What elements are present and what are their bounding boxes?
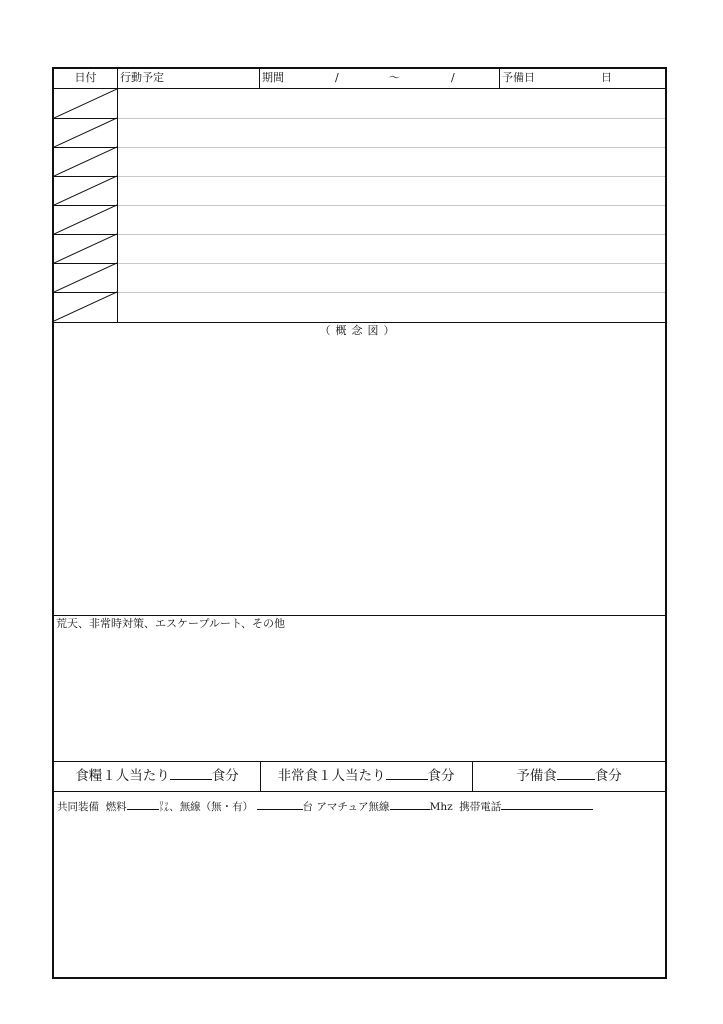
plan-header-label: 行動予定 bbox=[120, 71, 164, 84]
period-tilde: 〜 bbox=[389, 71, 400, 84]
reserve-food-label: 予備食 bbox=[516, 768, 557, 784]
reserve-food-cell bbox=[473, 762, 665, 791]
food-per-person-cell bbox=[54, 762, 260, 791]
plan-row-line bbox=[118, 147, 665, 148]
period-label: 期間 bbox=[262, 71, 284, 84]
date-row-line bbox=[54, 263, 117, 264]
period-reserve-divider bbox=[499, 69, 500, 89]
reserve-days-header bbox=[502, 69, 662, 89]
mobile-phone-label: 携帯電話 bbox=[459, 801, 502, 813]
date-row-line bbox=[54, 234, 117, 235]
schedule-table bbox=[54, 89, 665, 322]
contingency-area bbox=[56, 615, 661, 760]
radio-unit: 台 bbox=[302, 801, 314, 813]
fuel-unit: ㍑、 bbox=[158, 801, 180, 813]
period-header bbox=[262, 69, 498, 89]
date-row-line bbox=[54, 147, 117, 148]
date-row-line bbox=[54, 292, 117, 293]
concept-diagram-area bbox=[54, 323, 665, 615]
fuel-blank[interactable] bbox=[127, 796, 159, 810]
date-header bbox=[54, 69, 117, 89]
emergency-food-label: 非常食１人当たり bbox=[277, 768, 386, 784]
food-per-person-blank[interactable] bbox=[170, 762, 212, 780]
food-per-person-unit: 食分 bbox=[211, 768, 239, 784]
reserve-days-label: 予備日 bbox=[502, 71, 535, 84]
emergency-food-unit: 食分 bbox=[427, 768, 455, 784]
radio-label: 無線（無・有） bbox=[179, 801, 254, 813]
date-row-line bbox=[54, 118, 117, 119]
mobile-phone-blank[interactable] bbox=[501, 796, 593, 810]
equipment-area bbox=[57, 796, 663, 976]
amateur-radio-label: アマチュア無線 bbox=[316, 801, 390, 813]
date-row-line bbox=[54, 205, 117, 206]
form-frame bbox=[52, 67, 667, 979]
plan-row-line bbox=[118, 234, 665, 235]
date-row-line bbox=[54, 176, 117, 177]
plan-row-line bbox=[118, 263, 665, 264]
plan-row-line bbox=[118, 205, 665, 206]
plan-header bbox=[120, 69, 260, 89]
fuel-label: 燃料 bbox=[105, 801, 127, 813]
date-header-label: 日付 bbox=[74, 71, 97, 84]
emergency-food-cell bbox=[261, 762, 471, 791]
reserve-days-unit: 日 bbox=[601, 71, 612, 84]
contingency-title: 荒天、非常時対策、エスケープルート、その他 bbox=[56, 617, 286, 630]
food-per-person-label: 食糧１人当たり bbox=[75, 768, 170, 784]
plan-row-line bbox=[118, 118, 665, 119]
period-separator-2: / bbox=[451, 71, 455, 84]
plan-row-line bbox=[118, 176, 665, 177]
plan-period-divider bbox=[259, 69, 260, 89]
reserve-food-unit: 食分 bbox=[594, 768, 622, 784]
equipment-label: 共同装備 bbox=[57, 801, 99, 813]
radio-count-blank[interactable] bbox=[257, 796, 303, 810]
plan-row-line bbox=[118, 292, 665, 293]
mhz-unit: Mhz bbox=[429, 801, 453, 813]
period-separator-1: / bbox=[335, 71, 339, 84]
concept-diagram-title: （概念図） bbox=[319, 324, 400, 337]
emergency-food-blank[interactable] bbox=[386, 762, 428, 780]
food-bottom-line bbox=[54, 791, 665, 792]
amateur-radio-blank[interactable] bbox=[390, 796, 430, 810]
reserve-food-blank[interactable] bbox=[557, 762, 595, 780]
